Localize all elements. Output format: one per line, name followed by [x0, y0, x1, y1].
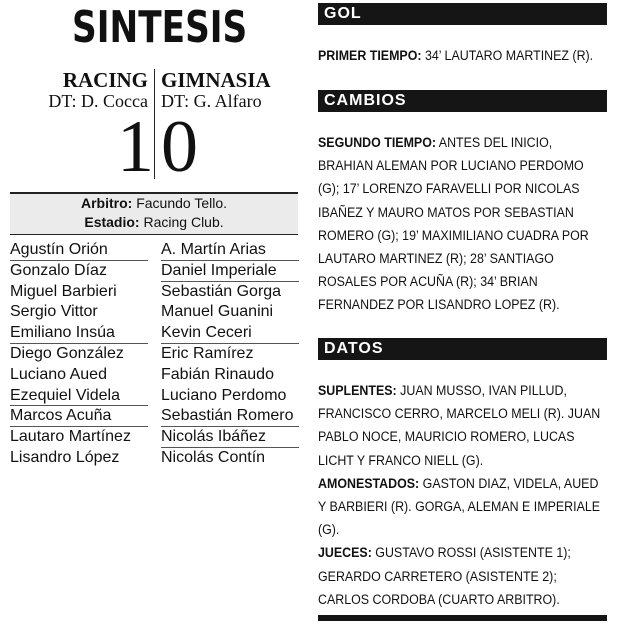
away-player: Eric Ramírez — [161, 344, 254, 362]
datos-text — [318, 379, 602, 611]
officials-box — [10, 192, 298, 235]
away-player: Sebastián Gorga — [161, 282, 282, 300]
home-coach: DT: D. Cocca — [48, 91, 148, 111]
home-player: Gonzalo Díaz — [10, 261, 107, 279]
away-player: Nicolás Ibáñez — [161, 427, 299, 448]
home-player: Luciano Aued — [10, 365, 107, 383]
away-team-name: GIMNASIA — [161, 68, 271, 92]
away-player: A. Martín Arias — [161, 240, 299, 261]
datos-heading: DATOS — [318, 338, 607, 360]
home-player: Diego González — [10, 344, 124, 362]
home-player: Lisandro López — [10, 448, 120, 466]
away-coach: DT: G. Alfaro — [161, 91, 262, 111]
suplentes-label: SUPLENTES: — [318, 383, 397, 398]
page-title: SINTESIS — [72, 2, 248, 53]
cambios-text — [318, 131, 602, 317]
score-divider — [154, 69, 155, 179]
gol-text — [318, 44, 602, 67]
away-player: Manuel Guanini — [161, 303, 274, 321]
cambios-detail: ANTES DEL INICIO, BRAHIAN ALEMAN POR LUCIANO PERDOMO (G); 17’ LORENZO FARAVELLI POR NICOLAS IBAÑEZ Y MAURO MATOS POR SEBASTIAN ROMERO (G); 19’ MAXIMILIANO CUADRA POR LAUTARO MARTINEZ (R); 28’ SANTIAGO ROSALES POR ACUÑA (R); 34’ BRIAN FERNANDEZ POR LISANDRO LOPEZ (R). — [318, 135, 589, 313]
home-player: Miguel Barbieri — [10, 282, 117, 300]
away-player: Fabián Rinaudo — [161, 365, 274, 383]
referee-name: Facundo Tello. — [136, 195, 228, 211]
gol-detail: 34’ LAUTARO MARTINEZ (R). — [424, 48, 594, 63]
home-player: Emiliano Insúa — [10, 323, 148, 344]
home-team-name: RACING — [62, 68, 148, 92]
referee-label: Arbitro: — [80, 195, 133, 211]
suplentes-detail: JUAN MUSSO, IVAN PILLUD, FRANCISCO CERRO, MARCELO MELI (R). JUAN PABLO NOCE, MAURICIO ROMERO, LUCAS LICHT Y FRANCO NIELL (G). — [318, 383, 601, 468]
home-player: Marcos Acuña — [10, 406, 148, 427]
away-lineup — [161, 240, 299, 469]
away-player: Kevin Ceceri — [161, 323, 299, 344]
cambios-label: SEGUNDO TIEMPO: — [318, 135, 437, 150]
away-player: Daniel Imperiale — [161, 261, 299, 282]
home-score: 1 — [117, 106, 154, 188]
amonestados-detail: GASTON DIAZ, VIDELA, AUED Y BARBIERI (R). GORGA, ALEMAN E IMPERIALE (G). — [318, 475, 601, 538]
gol-heading: GOL — [318, 3, 607, 25]
bottom-rule — [318, 615, 607, 621]
stadium-label: Estadio: — [84, 214, 140, 230]
away-player: Sebastián Romero — [161, 406, 299, 427]
stadium-name: Racing Club. — [143, 214, 224, 230]
away-player: Luciano Perdomo — [161, 386, 287, 404]
amonestados-label: AMONESTADOS: — [318, 475, 420, 491]
cambios-heading: CAMBIOS — [318, 90, 607, 112]
away-player: Nicolás Contín — [161, 448, 266, 466]
gol-label: PRIMER TIEMPO: — [318, 48, 422, 63]
home-player: Ezequiel Videla — [10, 386, 148, 407]
jueces-label: JUECES: — [318, 545, 372, 561]
jueces-detail: GUSTAVO ROSSI (ASISTENTE 1); GERARDO CARRETERO (ASISTENTE 2); CARLOS CORDOBA (CUARTO ARBITRO). — [318, 545, 571, 607]
away-score: 0 — [161, 106, 198, 188]
home-player: Agustín Orión — [10, 240, 148, 261]
home-lineup — [10, 240, 148, 469]
home-player: Sergio Vittor — [10, 303, 98, 321]
home-player: Lautaro Martínez — [10, 428, 131, 446]
